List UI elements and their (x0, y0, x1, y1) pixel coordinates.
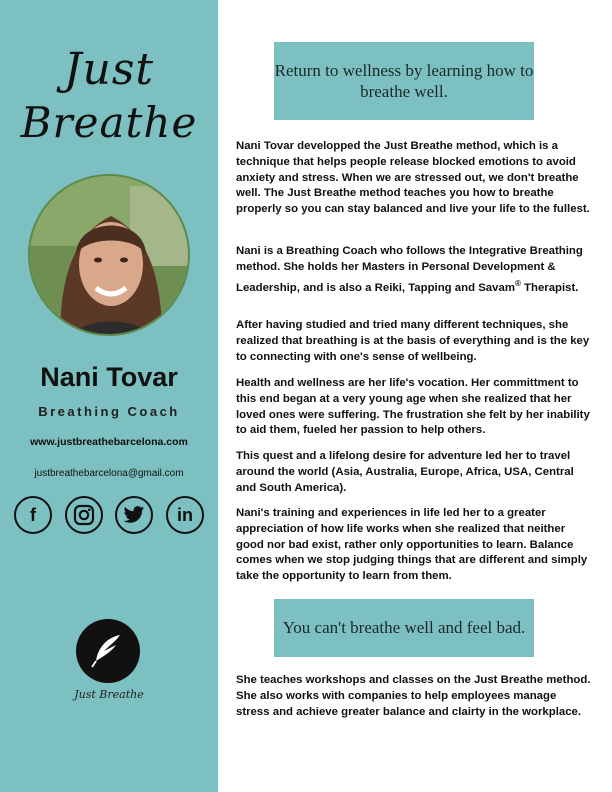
quote-top (274, 42, 534, 120)
facebook-icon[interactable] (14, 496, 52, 534)
paragraph-4: Health and wellness are her life's vocation. Her committment to this end began at a very young age when she realized that her loved ones were suffering. The frustration she felt by her inability to aid them, fueled her passion to help others. (236, 377, 590, 437)
paragraph-5: This quest and a lifelong desire for adventure led her to travel around the world (Asia, Australia, Europe, Africa, USA, Central and South America). (236, 450, 574, 494)
paragraph-2-end: Therapist. (520, 281, 579, 294)
coach-role: Breathing Coach (38, 404, 180, 419)
registered-mark: ® (514, 278, 521, 288)
paragraph-2-main: Nani is a Breathing Coach who follows the Integrative Breathing method. She holds her Masters in Personal Development & Leadership, and is also a Reiki, Tapping and Savam (236, 245, 583, 294)
paragraph-3: After having studied and tried many different techniques, she realized that breathing is at the basis of everything and is the key to connecting with one's sense of wellbeing. (236, 319, 590, 363)
paragraph-2 (236, 244, 592, 296)
linkedin-icon[interactable] (166, 496, 204, 534)
website-link[interactable]: www.justbreathebarcelona.com (30, 436, 188, 448)
paragraph-7: She teaches workshops and classes on the Just Breathe method. She also works with companies to help employees manage stress and achieve greater balance and clairty in the workplace. (236, 674, 591, 718)
facebook-glyph: f (30, 504, 36, 525)
sidebar (0, 0, 218, 792)
instagram-icon[interactable] (65, 496, 103, 534)
quote-top-text: Return to wellness by learning how to breathe well. (274, 61, 534, 101)
logo-just: Just (63, 44, 155, 95)
feather-icon (88, 631, 128, 671)
twitter-icon[interactable] (115, 496, 153, 534)
paragraph-6: Nani's training and experiences in life led her to a greater appreciation of how life works when she realized that neither good nor bad exist, rather only opportunities to learn. Balance comes when we stop judging things that are different and simply take the opportunity to learn from them. (236, 507, 588, 583)
quote-middle (274, 599, 534, 657)
coach-name: Nani Tovar (40, 362, 178, 392)
avatar (28, 174, 190, 336)
badge-caption: Just Breathe (74, 688, 144, 701)
logo-breathe: Breathe (20, 98, 198, 147)
quote-middle-text: You can't breathe well and feel bad. (282, 618, 526, 637)
social-links (14, 496, 204, 536)
email-link[interactable]: justbreathebarcelona@gmail.com (34, 468, 184, 479)
paragraph-1: Nani Tovar developped the Just Breathe method, which is a technique that helps people release blocked emotions to avoid anxiety and stress. When we are stressed out, we don't breathe well. The Just Breathe method teaches you how to breathe properly so you can stay balanced and live your life to the fullest. (236, 140, 590, 216)
feather-logo-badge (76, 619, 140, 683)
linkedin-glyph: in (176, 504, 193, 525)
